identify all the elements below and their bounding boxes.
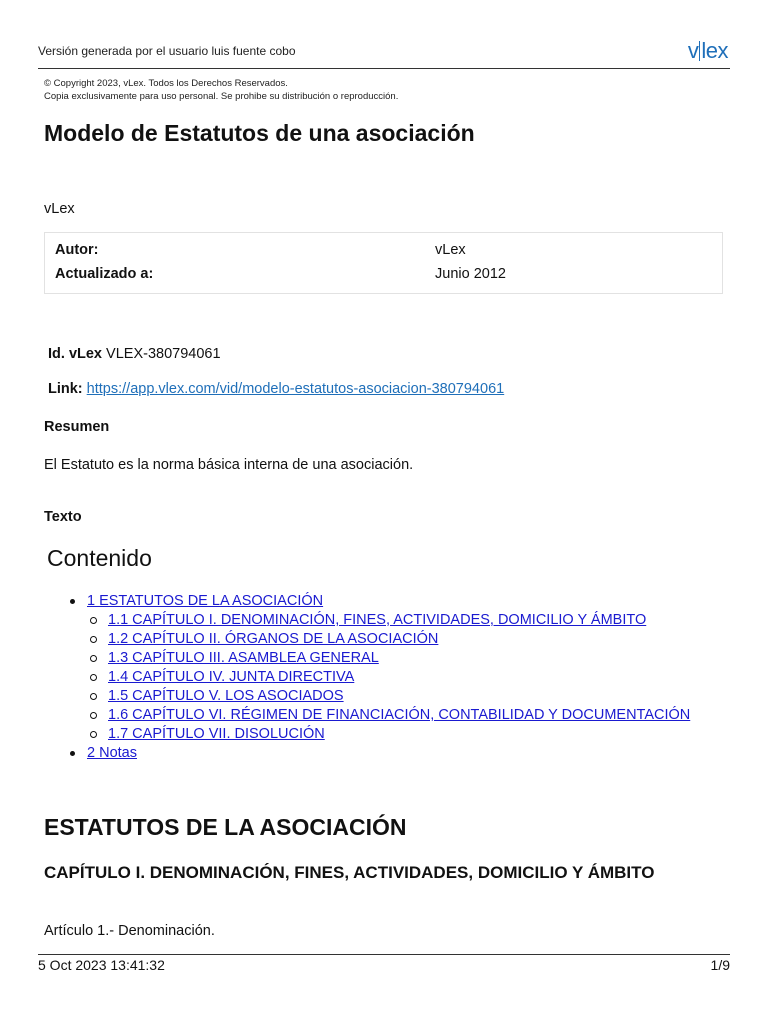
copyright-notice [44,77,398,103]
toc-heading: Contenido [47,545,152,571]
toc-link-capitulo-7[interactable]: 1.7 CAPÍTULO VII. DISOLUCIÓN [108,726,325,742]
copyright-line-1: © Copyright 2023, vLex. Todos los Derechos Reservados. [44,78,288,89]
vlex-id-value: VLEX-380794061 [106,346,221,362]
toc-item-1 [68,592,728,611]
chapter-heading: CAPÍTULO I. DENOMINACIÓN, FINES, ACTIVIDADES, DOMICILIO Y ÁMBITO [44,863,655,882]
page-number: 1/9 [710,957,730,973]
toc-link-capitulo-1[interactable]: 1.1 CAPÍTULO I. DENOMINACIÓN, FINES, ACTIVIDADES, DOMICILIO Y ÁMBITO [108,612,647,628]
logo-text-left: v [687,38,699,63]
document-title: Modelo de Estatutos de una asociación [44,120,475,146]
table-of-contents [68,592,728,763]
toc-link-estatutos[interactable]: 1 ESTATUTOS DE LA ASOCIACIÓN [87,593,324,609]
copyright-line-2: Copia exclusivamente para uso personal. Se prohibe su distribución o reproducción. [44,91,399,102]
toc-subitem [68,725,728,744]
section-heading: ESTATUTOS DE LA ASOCIACIÓN [44,814,407,840]
meta-value: vLex [435,242,466,258]
toc-subitem [68,630,728,649]
toc-link-capitulo-6[interactable]: 1.6 CAPÍTULO VI. RÉGIMEN DE FINANCIACIÓN, CONTABILIDAD Y DOCUMENTACIÓN [108,707,691,723]
toc-link-capitulo-2[interactable]: 1.2 CAPÍTULO II. ÓRGANOS DE LA ASOCIACIÓN [108,631,439,647]
toc-subitem [68,668,728,687]
vlex-logo [688,38,728,64]
texto-heading: Texto [44,509,82,525]
vlex-id-line [48,346,221,362]
resumen-text: El Estatuto es la norma básica interna de una asociación. [44,457,414,473]
toc-subitem [68,649,728,668]
document-link[interactable]: https://app.vlex.com/vid/modelo-estatutos-asociacion-380794061 [86,381,505,397]
vlex-id-label: Id. vLex [48,346,102,362]
footer-timestamp: 5 Oct 2023 13:41:32 [38,957,165,973]
toc-link-capitulo-4[interactable]: 1.4 CAPÍTULO IV. JUNTA DIRECTIVA [108,669,355,685]
document-source: vLex [44,201,75,217]
footer-divider [38,954,730,955]
toc-link-notas[interactable]: 2 Notas [87,745,137,761]
header-divider [38,68,730,69]
toc-link-capitulo-3[interactable]: 1.3 CAPÍTULO III. ASAMBLEA GENERAL [108,650,379,666]
meta-label: Autor: [55,242,99,258]
link-label: Link: [48,381,83,397]
toc-link-capitulo-5[interactable]: 1.5 CAPÍTULO V. LOS ASOCIADOS [108,688,344,704]
resumen-heading: Resumen [44,419,110,435]
toc-subitem [68,687,728,706]
toc-item-2 [68,744,728,763]
meta-label: Actualizado a: [55,266,154,282]
logo-text-right: lex [701,38,728,63]
metadata-box [44,232,723,294]
toc-subitem [68,611,728,630]
meta-value: Junio 2012 [435,266,506,282]
generated-by-text: Versión generada por el usuario luis fuente cobo [38,44,296,58]
toc-subitem [68,706,728,725]
article-text: Artículo 1.- Denominación. [44,923,215,939]
link-line [48,381,504,397]
toc-sublist [68,611,728,744]
